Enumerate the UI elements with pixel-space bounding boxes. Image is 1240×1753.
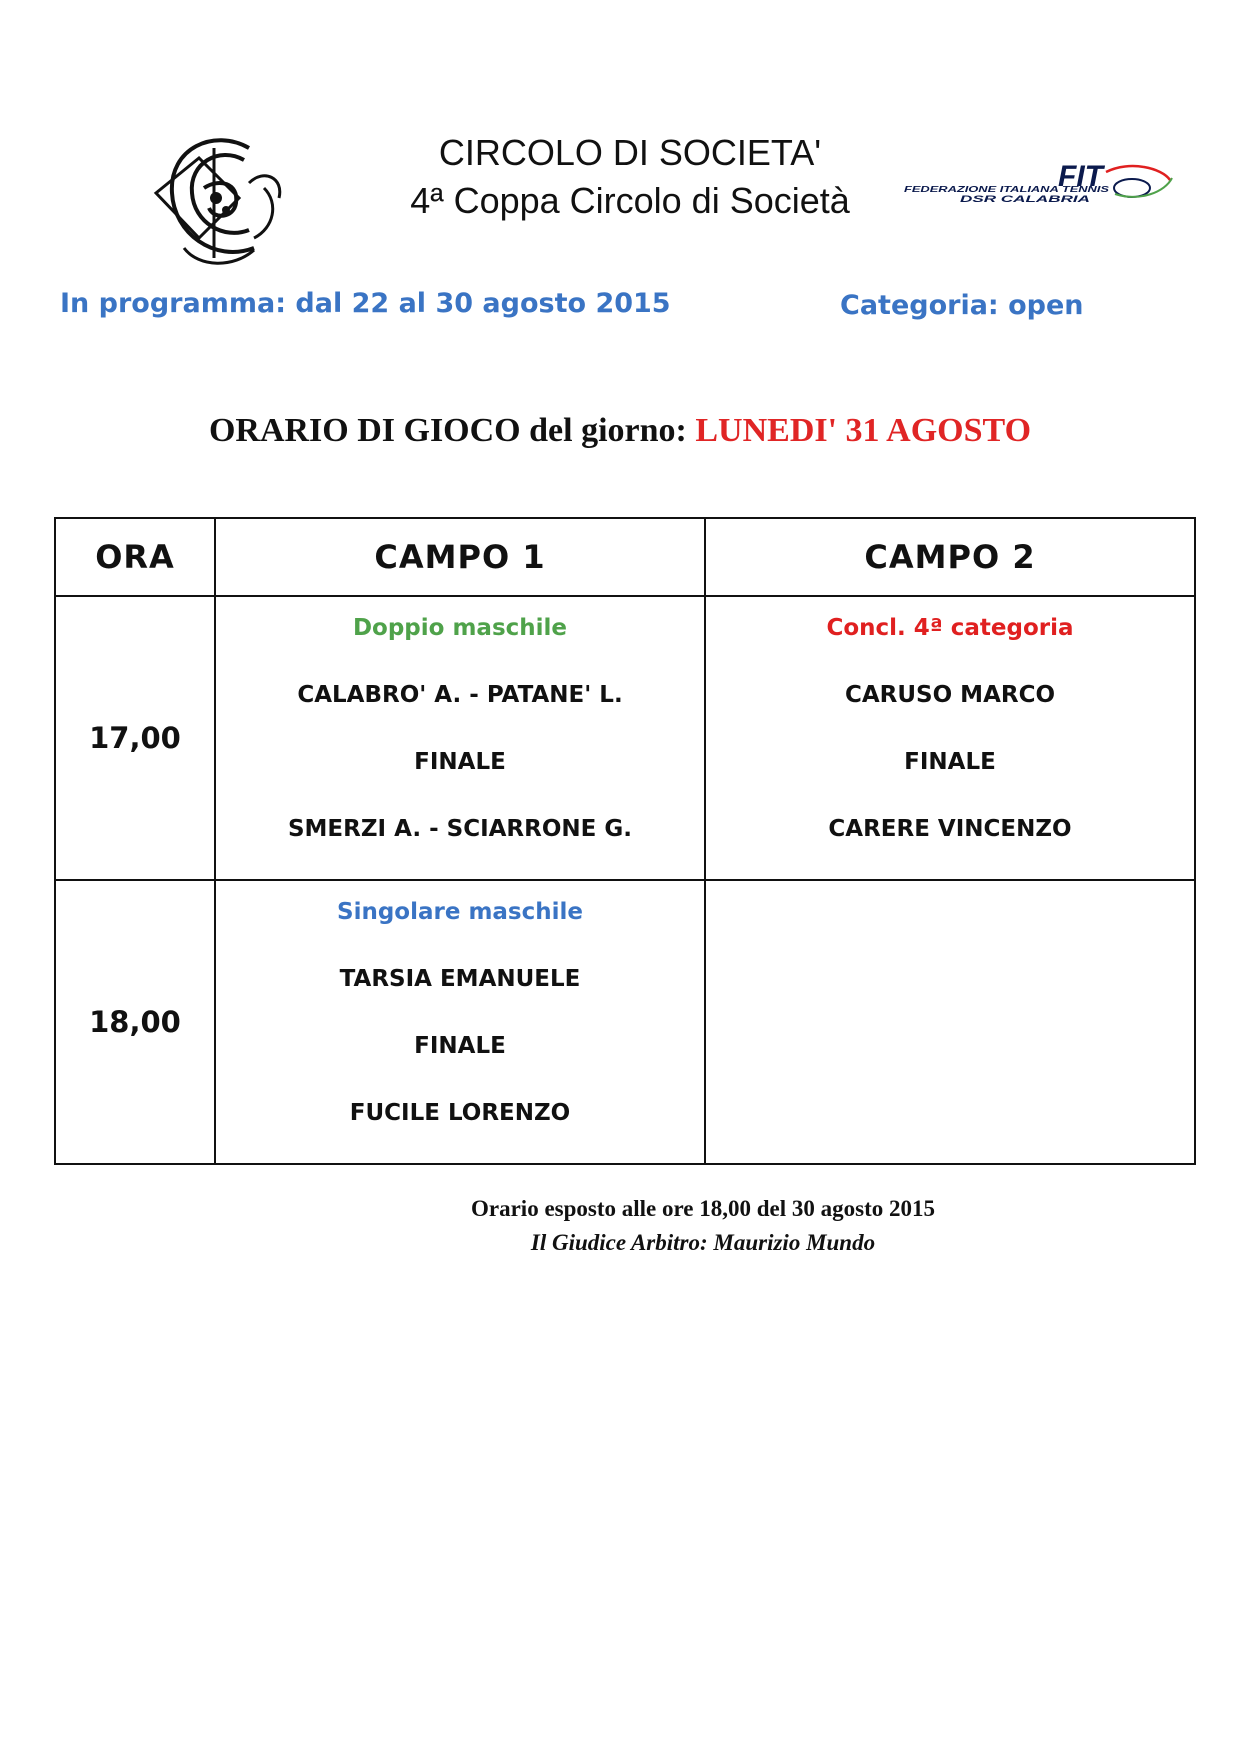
match-cell-campo-2-empty <box>705 880 1195 1164</box>
match-category: Singolare maschile <box>337 899 583 925</box>
match-category: Doppio maschile <box>352 615 568 641</box>
match-player-2: SMERZI A. - SCIARRONE G. <box>287 816 632 842</box>
title-block <box>330 130 930 226</box>
match-player-2: FUCILE LORENZO <box>349 1100 571 1126</box>
match-stage: FINALE <box>414 749 506 775</box>
table-row <box>55 596 1195 880</box>
match-player-1: CARUSO MARCO <box>844 682 1056 708</box>
match-player-1: CALABRO' A. - PATANE' L. <box>297 682 623 708</box>
match-player-1: TARSIA EMANUELE <box>339 966 581 992</box>
schedule-table <box>54 517 1196 1165</box>
circolo-monogram-logo-icon <box>144 128 294 273</box>
match-cell-campo-1 <box>215 880 705 1164</box>
title-line-1: CIRCOLO DI SOCIETA' <box>438 132 822 173</box>
schedule-heading <box>0 412 1240 450</box>
table-header-row <box>55 518 1195 596</box>
header-campo-2: CAMPO 2 <box>705 518 1195 596</box>
match-cell-campo-2 <box>705 596 1195 880</box>
time-cell: 18,00 <box>55 880 215 1164</box>
header-campo-1: CAMPO 1 <box>215 518 705 596</box>
header-ora: ORA <box>55 518 215 596</box>
schedule-day: LUNEDI' 31 AGOSTO <box>695 412 1032 449</box>
match-category: Concl. 4ª categoria <box>826 615 1074 641</box>
referee-signature: Il Giudice Arbitro: Maurizio Mundo <box>530 1230 876 1255</box>
fit-federation-text: FEDERAZIONE ITALIANA TENNIS <box>904 185 1111 194</box>
time-cell: 17,00 <box>55 596 215 880</box>
fit-brand-text: FIT <box>1058 160 1103 193</box>
title-line-2: 4ª Coppa Circolo di Società <box>410 180 850 221</box>
category-info: Categoria: open <box>840 290 1084 321</box>
schedule-heading-prefix: ORARIO DI GIOCO del giorno: <box>208 412 687 449</box>
fit-region-text: DSR CALABRIA <box>960 194 1090 204</box>
posted-time: Orario esposto alle ore 18,00 del 30 agosto 2015 <box>471 1196 935 1221</box>
match-cell-campo-1 <box>215 596 705 880</box>
match-player-2: CARERE VINCENZO <box>828 816 1072 842</box>
match-stage: FINALE <box>414 1033 506 1059</box>
program-dates: In programma: dal 22 al 30 agosto 2015 <box>60 288 671 319</box>
fit-logo-icon <box>900 158 1180 208</box>
match-stage: FINALE <box>904 749 996 775</box>
table-row <box>55 880 1195 1164</box>
